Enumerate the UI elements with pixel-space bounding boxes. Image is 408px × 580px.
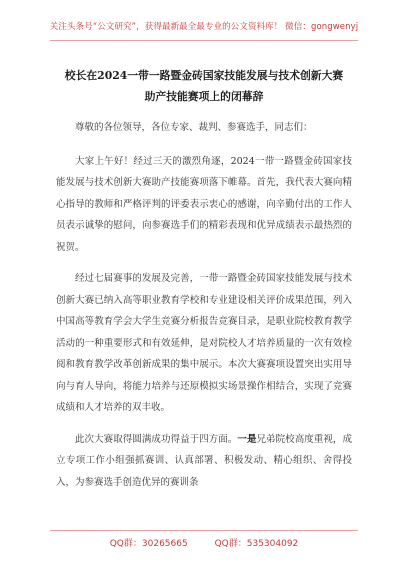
paragraph-3-lead: 此次大赛取得圆满成功得益于四方面。	[75, 433, 238, 445]
title-line-2: 助产技能赛项上的闭幕辞	[144, 90, 264, 103]
header-divider	[50, 40, 358, 41]
title-line-1: 校长在2024一带一路暨金砖国家技能发展与技术创新大赛	[64, 69, 344, 82]
paragraph-1: 大家上午好！经过三天的激烈角逐，2024一带一路暨金砖国家技能发展与技术创新大赛助产技能赛项落下帷幕。首先，我代表大赛向精心指导的教师和严格评判的评委表示衷心的感谢，向辛勤付出的工作人员表示诚挚的慰问，向参赛选手们的精彩表现和优异成绩表示最热烈的祝贺。	[56, 155, 352, 253]
greeting: 尊敬的各位领导，各位专家、裁判、参赛选手，同志们：	[75, 122, 313, 133]
paragraph-3	[56, 429, 352, 494]
paragraph-3-rest: 兄弟院校高度重视，成立专项工作小组强抓赛训、认真部署、积极发动、精心组织、舍得投入，为参赛选手创造优异的赛训条	[56, 433, 352, 488]
document-title	[56, 65, 352, 107]
footer-qq-group-2: QQ群：535304092	[214, 539, 299, 549]
paragraph-2: 经过七届赛事的发展及完善，一带一路暨金砖国家技能发展与技术创新大赛已纳入高等职业教育学校和专业建设相关评价成果范围，列入中国高等教育学会大学生竞赛分析报告竞赛目录，是职业院校教育教学活动的一种重要形式和有效延伸，是对院校人才培养质量的一次有效检阅和教育教学改革创新成果的集中展示。本次大赛赛项设置突出实用导向与育人导向，将能力培养与还原模拟实场景操作相结合，实现了竞赛成绩和人才培养的双丰收。	[56, 273, 352, 413]
header-banner: 关注头条号“公文研究”，获得最新最全最专业的公文资料库！ 微信：gongwenyj	[49, 22, 359, 32]
paragraph-3-emphasis: 一是	[237, 433, 257, 445]
footer-qq-group-1: QQ群：30265665	[109, 539, 188, 549]
document-body	[56, 117, 352, 503]
footer-divider	[50, 530, 358, 531]
footer	[0, 536, 408, 549]
